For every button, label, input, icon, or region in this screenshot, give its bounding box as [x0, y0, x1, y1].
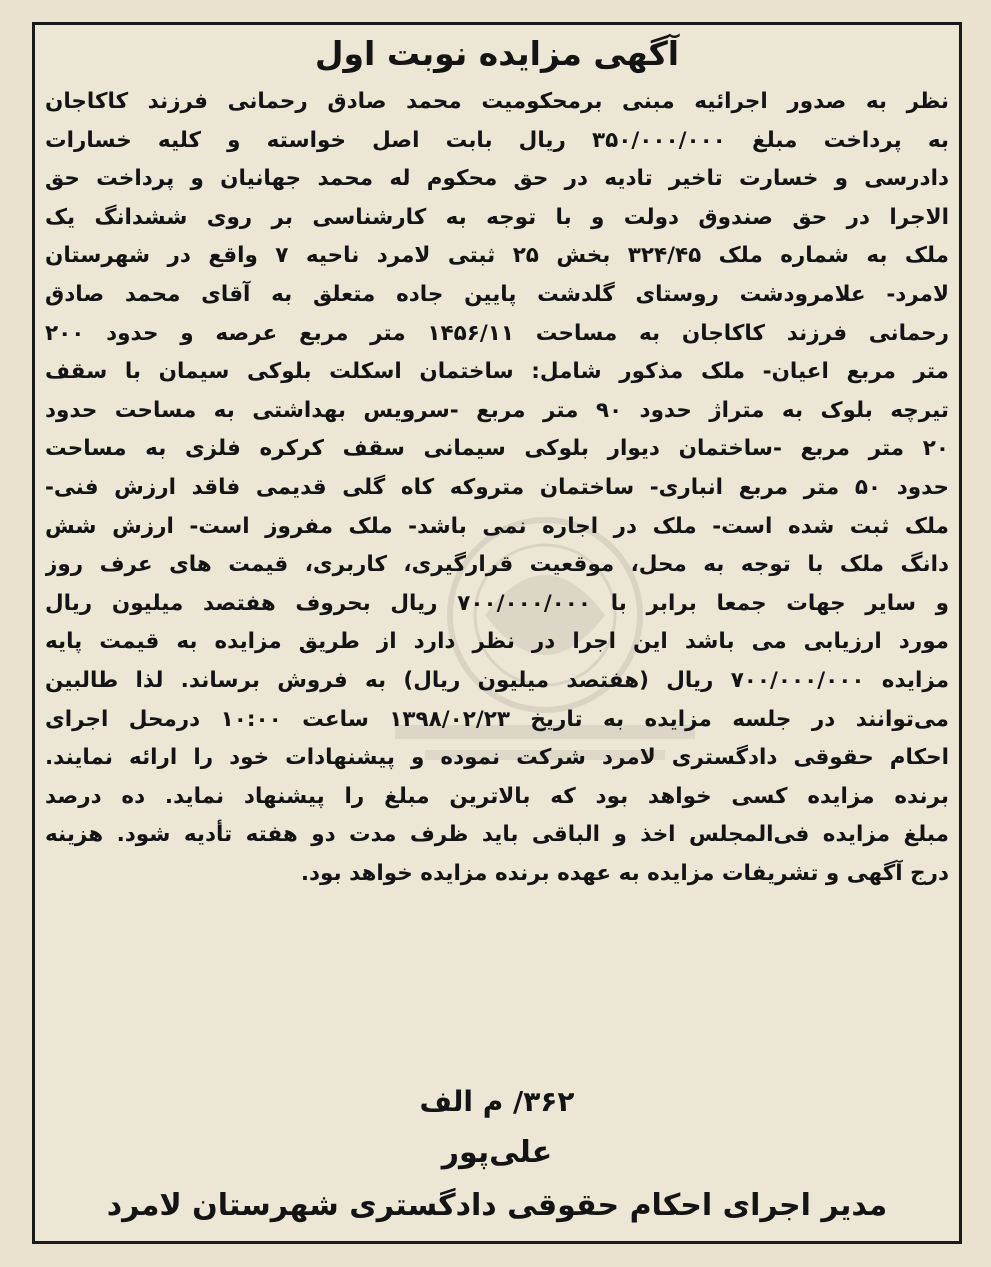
notice-line: حدود ۵۰ متر مربع انباری- ساختمان متروکه کاه گلی قدیمی فاقد ارزش فنی- [45, 474, 949, 500]
notice-line: مورد ارزیابی می باشد این اجرا در نظر دارد از طریق مزایده به قیمت پایه [45, 629, 949, 655]
notice-title: آگهی مزایده نوبت اول [314, 34, 680, 73]
signer-position: مدیر اجرای احکام حقوقی دادگستری شهرستان لامرد [106, 1188, 888, 1223]
notice-line: تیرچه بلوک به متراژ حدود ۹۰ متر مربع -سرویس بهداشتی به مساحت حدود [45, 397, 949, 423]
notice-line: ملک به شماره ملک ۳۲۴/۴۵ بخش ۲۵ ثبتی لامرد ناحیه ۷ واقع در شهرستان [45, 243, 949, 269]
notice-frame [32, 22, 962, 1244]
notice-line: برنده مزایده کسی خواهد بود که بالاترین مبلغ را پیشنهاد نماید. ده درصد [45, 783, 949, 809]
notice-line: لامرد- علامرودشت روستای گلدشت پایین جاده متعلق به آقای محمد صادق [45, 281, 949, 307]
notice-line: به پرداخت مبلغ ۳۵۰/۰۰۰/۰۰۰ ریال بابت اصل خواسته و کلیه خسارات [45, 127, 949, 153]
notice-line: درج آگهی و تشریفات مزایده به عهده برنده مزایده خواهد بود. [300, 860, 949, 886]
notice-line: احکام حقوقی دادگستری لامرد شرکت نموده و پیشنهادات خود را ارائه نمایند. [45, 745, 949, 771]
signer-name: علی‌پور [441, 1135, 553, 1170]
notice-line: دانگ ملک با توجه به محل، موقعیت قرارگیری، کاربری، قیمت های عرف روز [45, 552, 949, 578]
notice-line: ملک ثبت شده است- ملک در اجاره نمی باشد- ملک مفروز است- ارزش شش [45, 513, 949, 539]
notice-line: و سایر جهات جمعا برابر با ۷۰۰/۰۰۰/۰۰۰ ریال بحروف هفتصد میلیون ریال [45, 590, 949, 616]
notice-reference: ۳۶۲/ م الف [419, 1085, 575, 1118]
notice-line: دادرسی و خسارت تاخیر تادیه در حق محکوم له محمد جهانیان و پرداخت حق [45, 166, 949, 192]
notice-line: می‌توانند در جلسه مزایده به تاریخ ۱۳۹۸/۰۲/۲۳ ساعت ۱۰:۰۰ درمحل اجرای [45, 706, 949, 732]
notice-line: الاجرا در حق صندوق دولت و با توجه به کارشناسی بر روی ششدانگ یک [45, 204, 949, 230]
notice-signature [45, 1077, 949, 1233]
notice-line: نظر به صدور اجرائیه مبنی برمحکومیت محمد صادق رحمانی فرزند کاکاجان [45, 89, 949, 114]
notice-body [45, 83, 949, 893]
notice-line: رحمانی فرزند کاکاجان به مساحت ۱۴۵۶/۱۱ متر مربع عرصه و حدود ۲۰۰ [45, 320, 949, 346]
notice-line: مبلغ مزایده فی‌المجلس اخذ و الباقی باید ظرف مدت دو هفته تأدیه شود. هزینه [45, 822, 949, 848]
notice-line: متر مربع اعیان- ملک مذکور شامل: ساختمان اسکلت بلوکی سیمان با سقف [45, 359, 949, 385]
notice-line: مزایده ۷۰۰/۰۰۰/۰۰۰ ریال (هفتصد میلیون ریال) به فروش برساند. لذا طالبین [45, 667, 949, 693]
notice-content [45, 25, 949, 1241]
notice-line: ۲۰ متر مربع -ساختمان دیوار بلوکی سیمانی سقف کرکره فلزی به مساحت [45, 436, 949, 462]
